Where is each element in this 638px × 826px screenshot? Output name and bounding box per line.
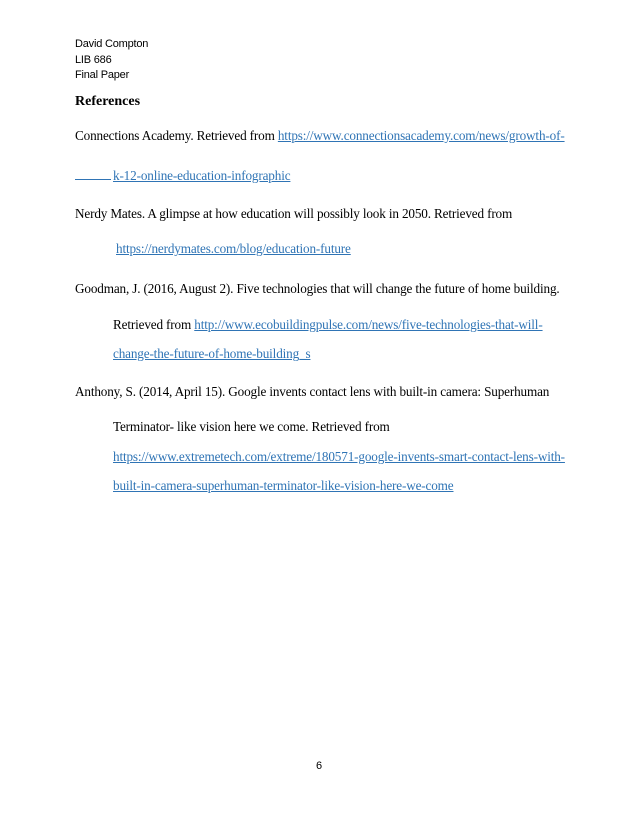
reference-3-link[interactable]: http://www.ecobuildingpulse.com/news/five-technologies-that-will-	[194, 317, 543, 332]
reference-3-retrieved: Retrieved from	[113, 317, 195, 332]
reference-4-line-1	[75, 384, 549, 400]
reference-3-link-continued[interactable]: change-the-future-of-home-building_s	[113, 346, 311, 361]
header-course: LIB 686	[75, 53, 112, 66]
reference-4-text: Anthony, S. (2014, April 15). Google invents contact lens with built-in camera: Superhuman	[75, 384, 550, 399]
reference-2-text: Nerdy Mates. A glimpse at how education will possibly look in 2050. Retrieved from	[75, 206, 513, 221]
reference-2-line-2	[116, 241, 351, 257]
reference-3-line-3	[113, 346, 310, 362]
references-heading: References	[75, 94, 141, 109]
page-header	[75, 37, 148, 84]
header-author: David Compton	[75, 38, 149, 50]
reference-2-line-1	[75, 206, 512, 222]
header-title: Final Paper	[75, 69, 130, 81]
reference-1-line-1	[75, 128, 565, 144]
reference-3-line-2	[113, 317, 543, 333]
reference-4-line-2	[113, 419, 390, 435]
reference-4-text-continued: Terminator- like vision here we come. Retrieved from	[113, 419, 390, 434]
reference-4-line-3	[113, 449, 565, 465]
link-indent-underline	[75, 178, 111, 180]
reference-2-link[interactable]: https://nerdymates.com/blog/education-future	[116, 241, 351, 256]
reference-1-link-continued[interactable]: k-12-online-education-infographic	[113, 168, 291, 183]
reference-4-link[interactable]: https://www.extremetech.com/extreme/180571-google-invents-smart-contact-lens-with-	[113, 449, 565, 464]
reference-1-link[interactable]: https://www.connectionsacademy.com/news/growth-of-	[277, 128, 565, 143]
reference-4-link-continued[interactable]: built-in-camera-superhuman-terminator-like-vision-here-we-come	[113, 478, 454, 493]
reference-3-text: Goodman, J. (2016, August 2). Five technologies that will change the future of home building.	[75, 281, 560, 296]
page-number: 6	[315, 760, 323, 772]
reference-1-text: Connections Academy. Retrieved from	[75, 128, 278, 143]
reference-3-line-1	[75, 281, 560, 297]
reference-4-line-4	[113, 478, 454, 494]
reference-1-line-2	[75, 168, 290, 184]
